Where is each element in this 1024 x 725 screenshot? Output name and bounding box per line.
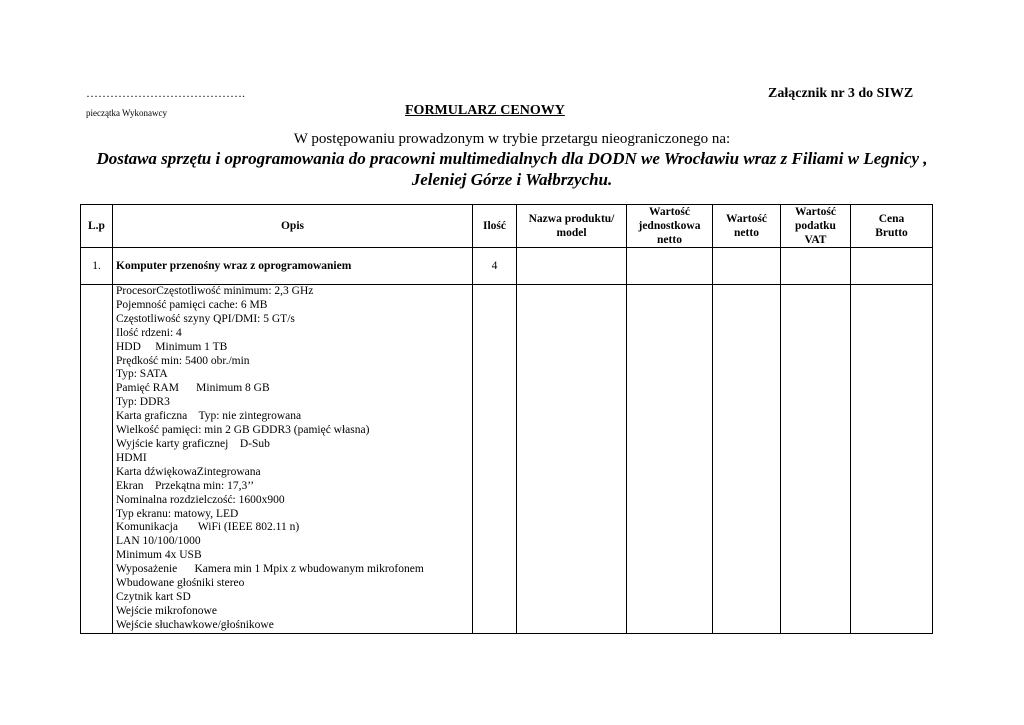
col-header-ilosc: Ilość bbox=[473, 205, 517, 248]
procurement-subject: Dostawa sprzętu i oprogramowania do pracowni multimedialnych dla DODN we Wrocławiu wraz z Filiami w Legnicy , Jeleniej Górze i Wałbrzychu. bbox=[96, 149, 928, 189]
stamp-dotted-line: …………………………………. bbox=[86, 86, 245, 100]
spec-line: Typ ekranu: matowy, LED bbox=[116, 507, 239, 520]
col-header-cena-brutto: Cena Brutto bbox=[851, 205, 933, 248]
spec-line: HDMI bbox=[116, 451, 147, 464]
spec-line: Typ: SATA bbox=[116, 368, 168, 381]
spec-line: LAN 10/100/1000 bbox=[116, 535, 201, 548]
price-table bbox=[80, 204, 933, 634]
spec-line: Wbudowane głośniki stereo bbox=[116, 577, 245, 590]
spec-line: Pamięć RAM Minimum 8 GB bbox=[116, 382, 270, 395]
cell-product-name[interactable] bbox=[517, 248, 627, 285]
col-header-lp: L.p bbox=[81, 205, 113, 248]
procedure-intro: W postępowaniu prowadzonym w trybie przetargu nieograniczonego na: bbox=[293, 131, 731, 147]
spec-line: Pojemność pamięci cache: 6 MB bbox=[116, 298, 268, 311]
spec-unit-value-cell[interactable] bbox=[627, 285, 713, 634]
spec-line: Wejście słuchawkowe/głośnikowe bbox=[116, 618, 274, 631]
spec-line: Nominalna rozdzielczość: 1600x900 bbox=[116, 493, 285, 506]
cell-value-net[interactable] bbox=[713, 248, 781, 285]
stamp-label: pieczątka Wykonawcy bbox=[86, 108, 168, 118]
spec-product-name-cell[interactable] bbox=[517, 285, 627, 634]
spec-line: Karta dźwiękowaZintegrowana bbox=[116, 465, 261, 478]
row-title: Komputer przenośny wraz z oprogramowaniem bbox=[113, 248, 473, 285]
spec-line: Ilość rdzeni: 4 bbox=[116, 326, 182, 339]
spec-line: Minimum 4x USB bbox=[116, 549, 202, 562]
row-quantity: 4 bbox=[473, 248, 517, 285]
spec-qty-empty bbox=[473, 285, 517, 634]
annex-label: Załącznik nr 3 do SIWZ bbox=[768, 86, 914, 101]
col-header-wartosc-jednostkowa: Wartość jednostkowa netto bbox=[627, 205, 713, 248]
spec-line: Prędkość min: 5400 obr./min bbox=[116, 354, 250, 367]
spec-list bbox=[113, 285, 473, 634]
spec-line: Typ: DDR3 bbox=[116, 396, 170, 409]
cell-gross-price[interactable] bbox=[851, 248, 933, 285]
spec-value-net-cell[interactable] bbox=[713, 285, 781, 634]
col-header-opis: Opis bbox=[113, 205, 473, 248]
cell-vat-value[interactable] bbox=[781, 248, 851, 285]
cell-unit-value-net[interactable] bbox=[627, 248, 713, 285]
spec-line: Wielkość pamięci: min 2 GB GDDR3 (pamięć własna) bbox=[116, 424, 370, 437]
spec-line: Czytnik kart SD bbox=[116, 590, 191, 603]
col-header-nazwa: Nazwa produktu/ model bbox=[517, 205, 627, 248]
table-row-specs bbox=[81, 285, 933, 634]
spec-line: Wyjście karty graficznej D-Sub bbox=[116, 437, 270, 450]
form-title: FORMULARZ CENOWY bbox=[405, 103, 565, 118]
spec-line: Wejście mikrofonowe bbox=[116, 604, 217, 617]
spec-line: Komunikacja WiFi (IEEE 802.11 n) bbox=[116, 521, 300, 534]
col-header-wartosc-netto: Wartość netto bbox=[713, 205, 781, 248]
spec-vat-cell[interactable] bbox=[781, 285, 851, 634]
spec-line: Wyposażenie Kamera min 1 Mpix z wbudowanym mikrofonem bbox=[116, 563, 424, 576]
spec-gross-cell[interactable] bbox=[851, 285, 933, 634]
table-header-row bbox=[81, 205, 933, 248]
spec-line: Częstotliwość szyny QPI/DMI: 5 GT/s bbox=[116, 312, 295, 325]
col-header-wartosc-vat: Wartość podatku VAT bbox=[781, 205, 851, 248]
spec-line: HDD Minimum 1 TB bbox=[116, 340, 228, 353]
spec-line: Ekran Przekątna min: 17,3’’ bbox=[116, 479, 255, 492]
spec-lp-empty bbox=[81, 285, 113, 634]
spec-line: ProcesorCzęstotliwość minimum: 2,3 GHz bbox=[116, 285, 314, 297]
row-lp: 1. bbox=[81, 248, 113, 285]
table-row bbox=[81, 248, 933, 285]
spec-line: Karta graficzna Typ: nie zintegrowana bbox=[116, 410, 302, 423]
